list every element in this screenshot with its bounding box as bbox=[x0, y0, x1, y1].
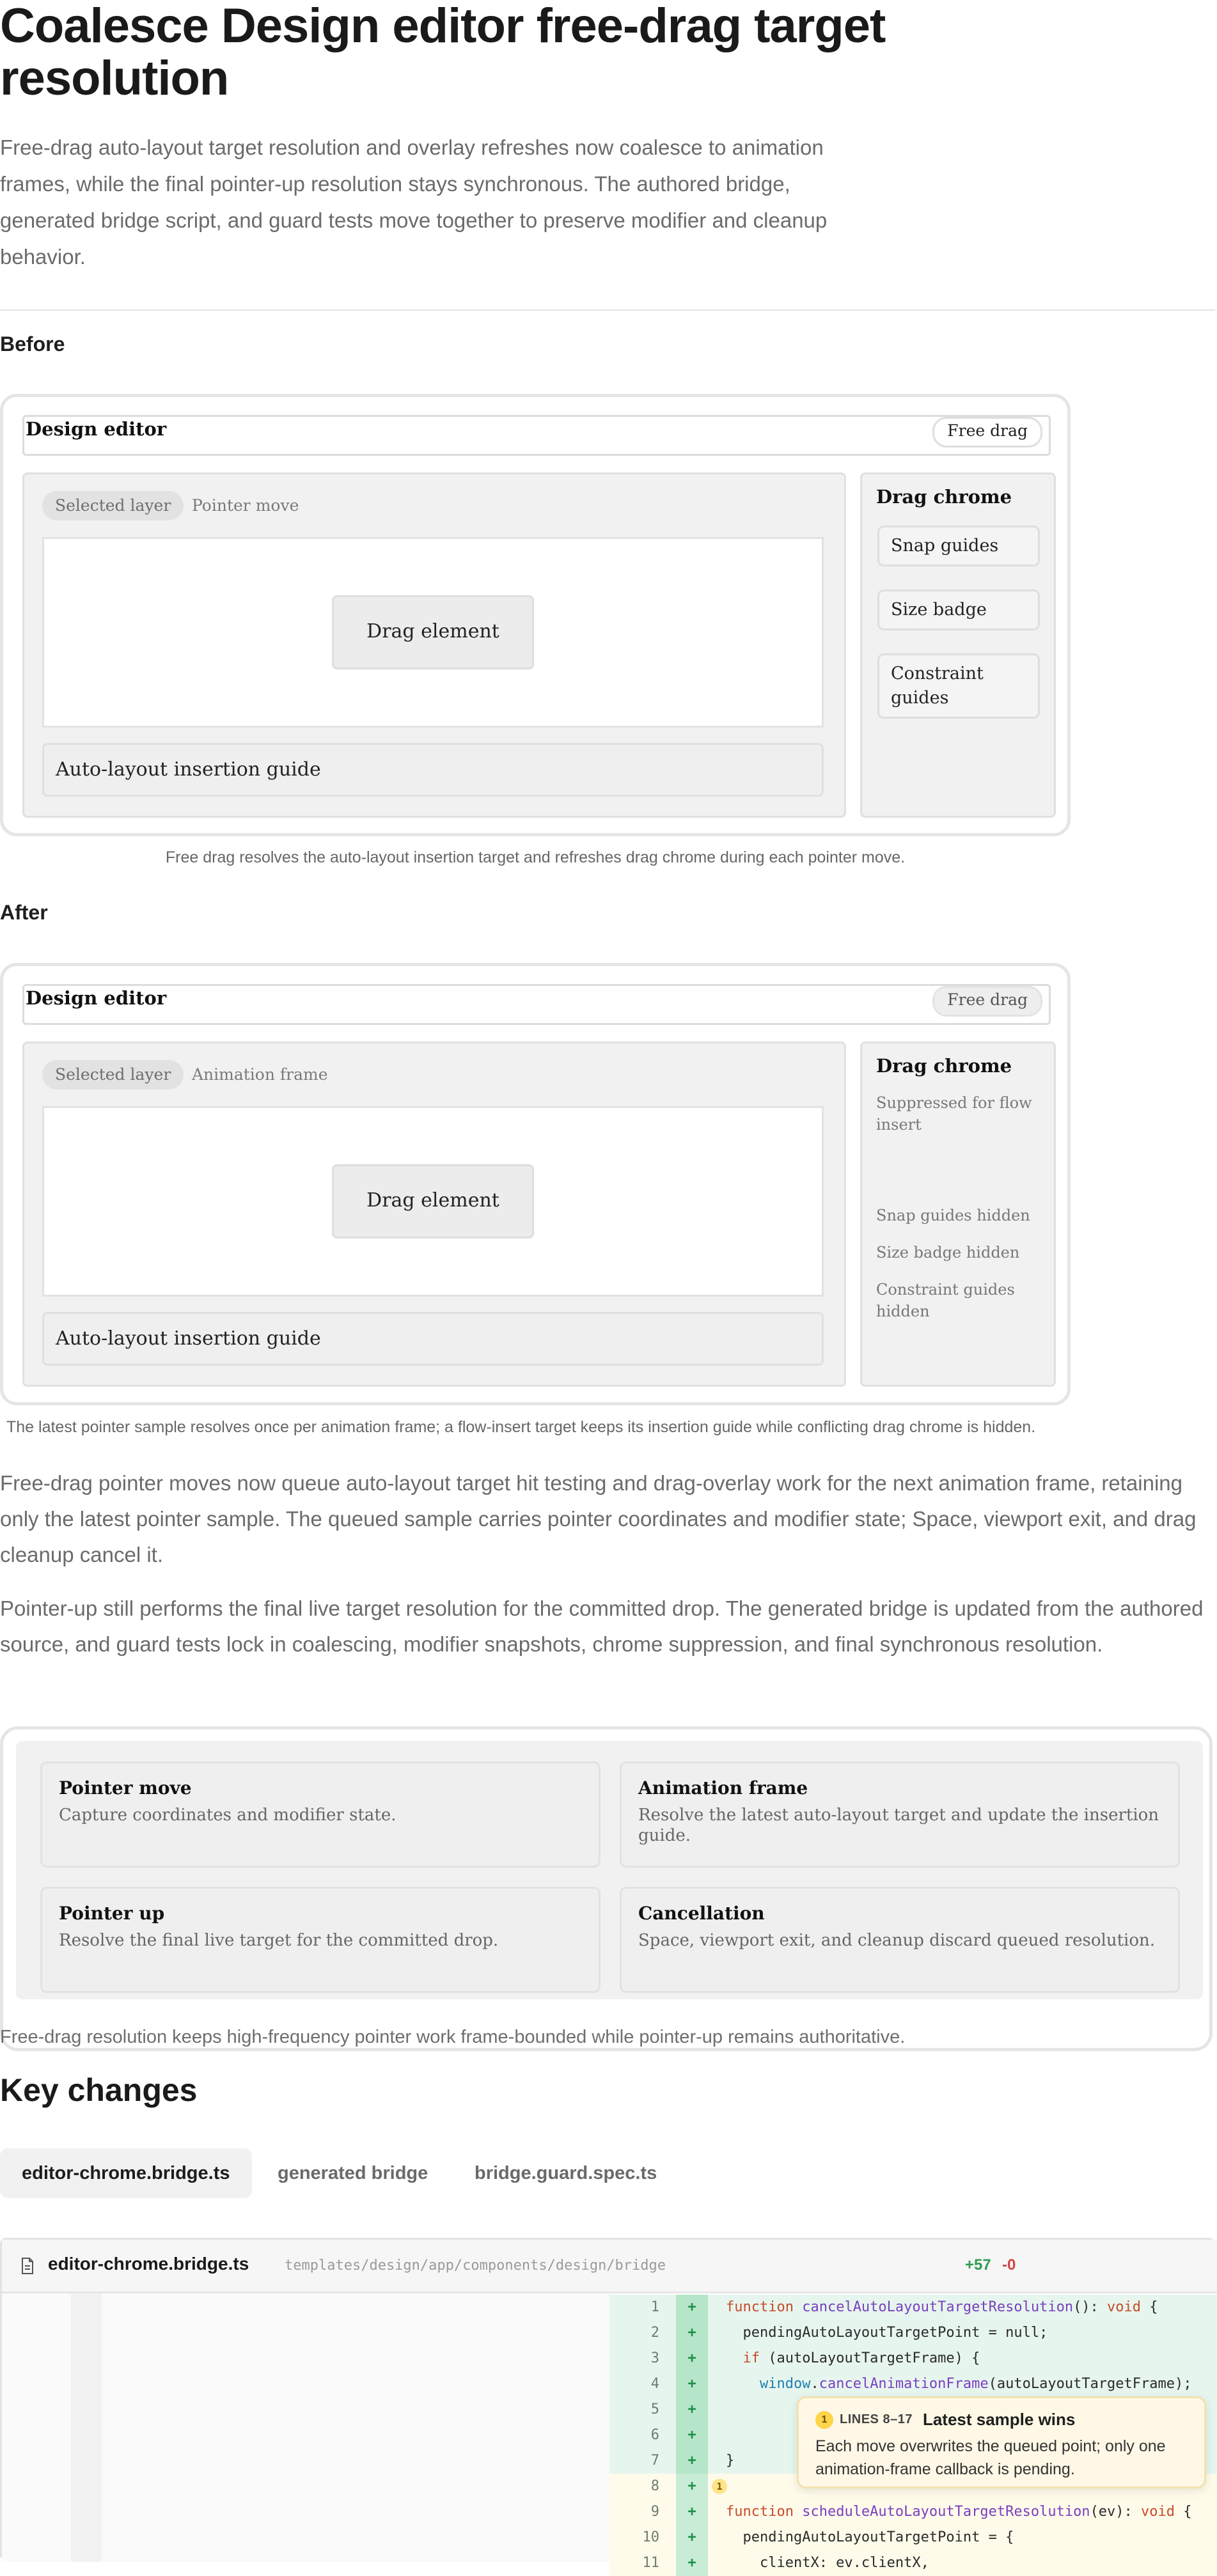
drag-element: Drag element bbox=[332, 595, 534, 669]
tab-editor-chrome-bridge[interactable]: editor-chrome.bridge.ts bbox=[0, 2148, 252, 2198]
diff-sign: + bbox=[676, 2423, 708, 2448]
diff-header bbox=[2, 2240, 1217, 2293]
diff-line bbox=[609, 2499, 1217, 2525]
diff-line bbox=[609, 2371, 1217, 2397]
page-lede: Free-drag auto-layout target resolution and overlay refreshes now coalesce to animation frames, while the final pointer-up resolution stays synchronous. The authored bridge, generated bridge script, and guard tests move together to preserve modifier and cleanup behavior. bbox=[0, 136, 828, 269]
diff-line bbox=[609, 2320, 1217, 2346]
resolution-flow bbox=[0, 1726, 1213, 2051]
auto-layout-insertion-guide: Auto-layout insertion guide bbox=[42, 1312, 824, 1366]
line-number: 5 bbox=[650, 2401, 659, 2417]
selected-layer-chip: Selected layer bbox=[42, 491, 184, 520]
editor-title: Design editor bbox=[26, 418, 167, 440]
flow-caption: Free-drag resolution keeps high-frequency pointer work frame-bounded while pointer-up remains authoritative. bbox=[0, 2027, 906, 2047]
free-drag-pill: Free drag bbox=[932, 417, 1042, 448]
flow-card-cancellation bbox=[620, 1887, 1180, 1993]
line-number: 3 bbox=[650, 2350, 659, 2366]
diff-left-pane bbox=[2, 2293, 609, 2562]
diff-file-path: templates/design/app/components/design/bridge bbox=[285, 2258, 666, 2274]
drag-chrome-title: Drag chrome bbox=[876, 1055, 1012, 1077]
size-badge-hidden: Size badge hidden bbox=[876, 1244, 1020, 1261]
diff-line bbox=[609, 2346, 1217, 2371]
drag-chrome-panel bbox=[860, 1042, 1056, 1387]
tab-generated-bridge[interactable]: generated bridge bbox=[278, 2163, 428, 2183]
flow-card-text: Space, viewport exit, and cleanup discard queued resolution. bbox=[638, 1931, 1155, 1950]
body-paragraph-1: Free-drag pointer moves now queue auto-layout target hit testing and drag-overlay work for the next animation frame, retaining only the latest pointer sample. The queued sample carries pointer coordinates and modifier state; Space, viewport exit, and drag cleanup cancel it. bbox=[0, 1471, 1197, 1566]
annotation-lines: LINES 8–17 bbox=[840, 2412, 913, 2426]
canvas-panel bbox=[22, 1042, 846, 1387]
after-mockup bbox=[0, 963, 1071, 1405]
canvas-panel bbox=[22, 472, 846, 818]
code-text: window.cancelAnimationFrame(autoLayoutTargetFrame); bbox=[759, 2376, 1192, 2392]
after-label: After bbox=[0, 901, 48, 924]
code-text: function scheduleAutoLayoutTargetResolution(ev): void { bbox=[726, 2504, 1192, 2520]
diff-line bbox=[609, 2295, 1217, 2320]
flow-card-title: Pointer up bbox=[59, 1903, 165, 1924]
editor-canvas bbox=[42, 1106, 824, 1297]
animation-frame-label: Animation frame bbox=[192, 1065, 328, 1084]
diff-added-count: +57 bbox=[965, 2256, 991, 2274]
flow-card-title: Cancellation bbox=[638, 1903, 765, 1924]
flow-card-pointer-up bbox=[40, 1887, 601, 1993]
flow-card-pointer-move bbox=[40, 1761, 601, 1868]
line-number: 8 bbox=[650, 2478, 659, 2494]
flow-card-title: Animation frame bbox=[638, 1777, 808, 1799]
code-text: } bbox=[726, 2453, 735, 2469]
editor-canvas bbox=[42, 537, 824, 728]
line-number: 11 bbox=[642, 2555, 659, 2571]
suppressed-note: Suppressed for flow insert bbox=[876, 1094, 1032, 1134]
line-number: 10 bbox=[642, 2529, 659, 2545]
editor-topbar bbox=[22, 984, 1051, 1025]
diff-removed-count: -0 bbox=[1002, 2256, 1016, 2274]
line-number: 6 bbox=[650, 2427, 659, 2443]
diff-sign: + bbox=[676, 2550, 708, 2576]
resolution-flow-grid bbox=[16, 1741, 1203, 1999]
constraint-guides-item: Constraint guides bbox=[877, 653, 1040, 719]
diff-sign: + bbox=[676, 2499, 708, 2525]
diff-line bbox=[609, 2525, 1217, 2550]
diff-sign: + bbox=[676, 2371, 708, 2397]
diff-sign: + bbox=[676, 2295, 708, 2320]
drag-chrome-title: Drag chrome bbox=[876, 486, 1012, 508]
section-divider bbox=[0, 309, 1215, 311]
diff-sign: + bbox=[676, 2474, 708, 2499]
flow-card-animation-frame bbox=[620, 1761, 1180, 1868]
diff-line bbox=[609, 2550, 1217, 2576]
annotation-marker[interactable]: 1 bbox=[712, 2479, 727, 2494]
key-changes-heading: Key changes bbox=[0, 2072, 198, 2108]
flow-card-text: Resolve the latest auto-layout target and update the insertion guide. bbox=[638, 1806, 1159, 1845]
code-text: pendingAutoLayoutTargetPoint = { bbox=[726, 2529, 1014, 2545]
annotation-text: Each move overwrites the queued point; only one animation-frame callback is pending. bbox=[815, 2437, 1166, 2478]
editor-topbar bbox=[22, 415, 1051, 456]
flow-card-text: Resolve the final live target for the committed drop. bbox=[59, 1931, 499, 1950]
file-icon bbox=[21, 2258, 34, 2274]
snap-guides-hidden: Snap guides hidden bbox=[876, 1206, 1030, 1224]
before-mockup bbox=[0, 394, 1071, 836]
diff-sign: + bbox=[676, 2397, 708, 2423]
diff-sign: + bbox=[676, 2320, 708, 2346]
auto-layout-insertion-guide: Auto-layout insertion guide bbox=[42, 743, 824, 797]
constraint-guides-hidden: Constraint guides hidden bbox=[876, 1281, 1015, 1320]
line-number: 1 bbox=[650, 2299, 659, 2315]
diff-annotation bbox=[797, 2396, 1206, 2488]
selected-layer-chip: Selected layer bbox=[42, 1060, 184, 1089]
size-badge-item: Size badge bbox=[877, 589, 1040, 630]
diff-sign: + bbox=[676, 2448, 708, 2474]
tab-bridge-guard-spec[interactable]: bridge.guard.spec.ts bbox=[475, 2163, 657, 2183]
code-text: pendingAutoLayoutTargetPoint = null; bbox=[726, 2325, 1048, 2341]
body-paragraph-2: Pointer-up still performs the final live target resolution for the committed drop. The generated bridge is updated from the authored source, and guard tests lock in coalescing, modifier snapshots, chrome suppression, and final synchronous resolution. bbox=[0, 1596, 1204, 1656]
code-text: function cancelAutoLayoutTargetResolution(): void { bbox=[726, 2299, 1158, 2315]
flow-card-title: Pointer move bbox=[59, 1777, 192, 1799]
diff-left-gutter bbox=[71, 2293, 102, 2562]
line-number: 2 bbox=[650, 2325, 659, 2341]
after-caption: The latest pointer sample resolves once per animation frame; a flow-insert target keeps its insertion guide while conflicting drag chrome is hidden. bbox=[6, 1418, 1036, 1436]
pointer-move-label: Pointer move bbox=[192, 496, 299, 515]
diff-sign: + bbox=[676, 2525, 708, 2550]
page-title: Coalesce Design editor free-drag target resolution bbox=[0, 0, 886, 105]
flow-card-text: Capture coordinates and modifier state. bbox=[59, 1806, 397, 1825]
before-label: Before bbox=[0, 332, 65, 355]
drag-chrome-panel bbox=[860, 472, 1056, 818]
line-number: 4 bbox=[650, 2376, 659, 2392]
annotation-badge: 1 bbox=[815, 2411, 833, 2429]
before-caption: Free drag resolves the auto-layout insertion target and refreshes drag chrome during each pointer move. bbox=[165, 848, 906, 866]
code-text: clientX: ev.clientX, bbox=[726, 2555, 929, 2571]
drag-element: Drag element bbox=[332, 1164, 534, 1238]
free-drag-pill: Free drag bbox=[932, 986, 1042, 1017]
annotation-title: Latest sample wins bbox=[922, 2410, 1076, 2429]
snap-guides-item: Snap guides bbox=[877, 526, 1040, 566]
code-text: if (autoLayoutTargetFrame) { bbox=[742, 2350, 980, 2366]
line-number: 7 bbox=[650, 2453, 659, 2469]
diff-file-name: editor-chrome.bridge.ts bbox=[48, 2254, 249, 2274]
diff-sign: + bbox=[676, 2346, 708, 2371]
editor-title: Design editor bbox=[26, 987, 167, 1009]
line-number: 9 bbox=[650, 2504, 659, 2520]
